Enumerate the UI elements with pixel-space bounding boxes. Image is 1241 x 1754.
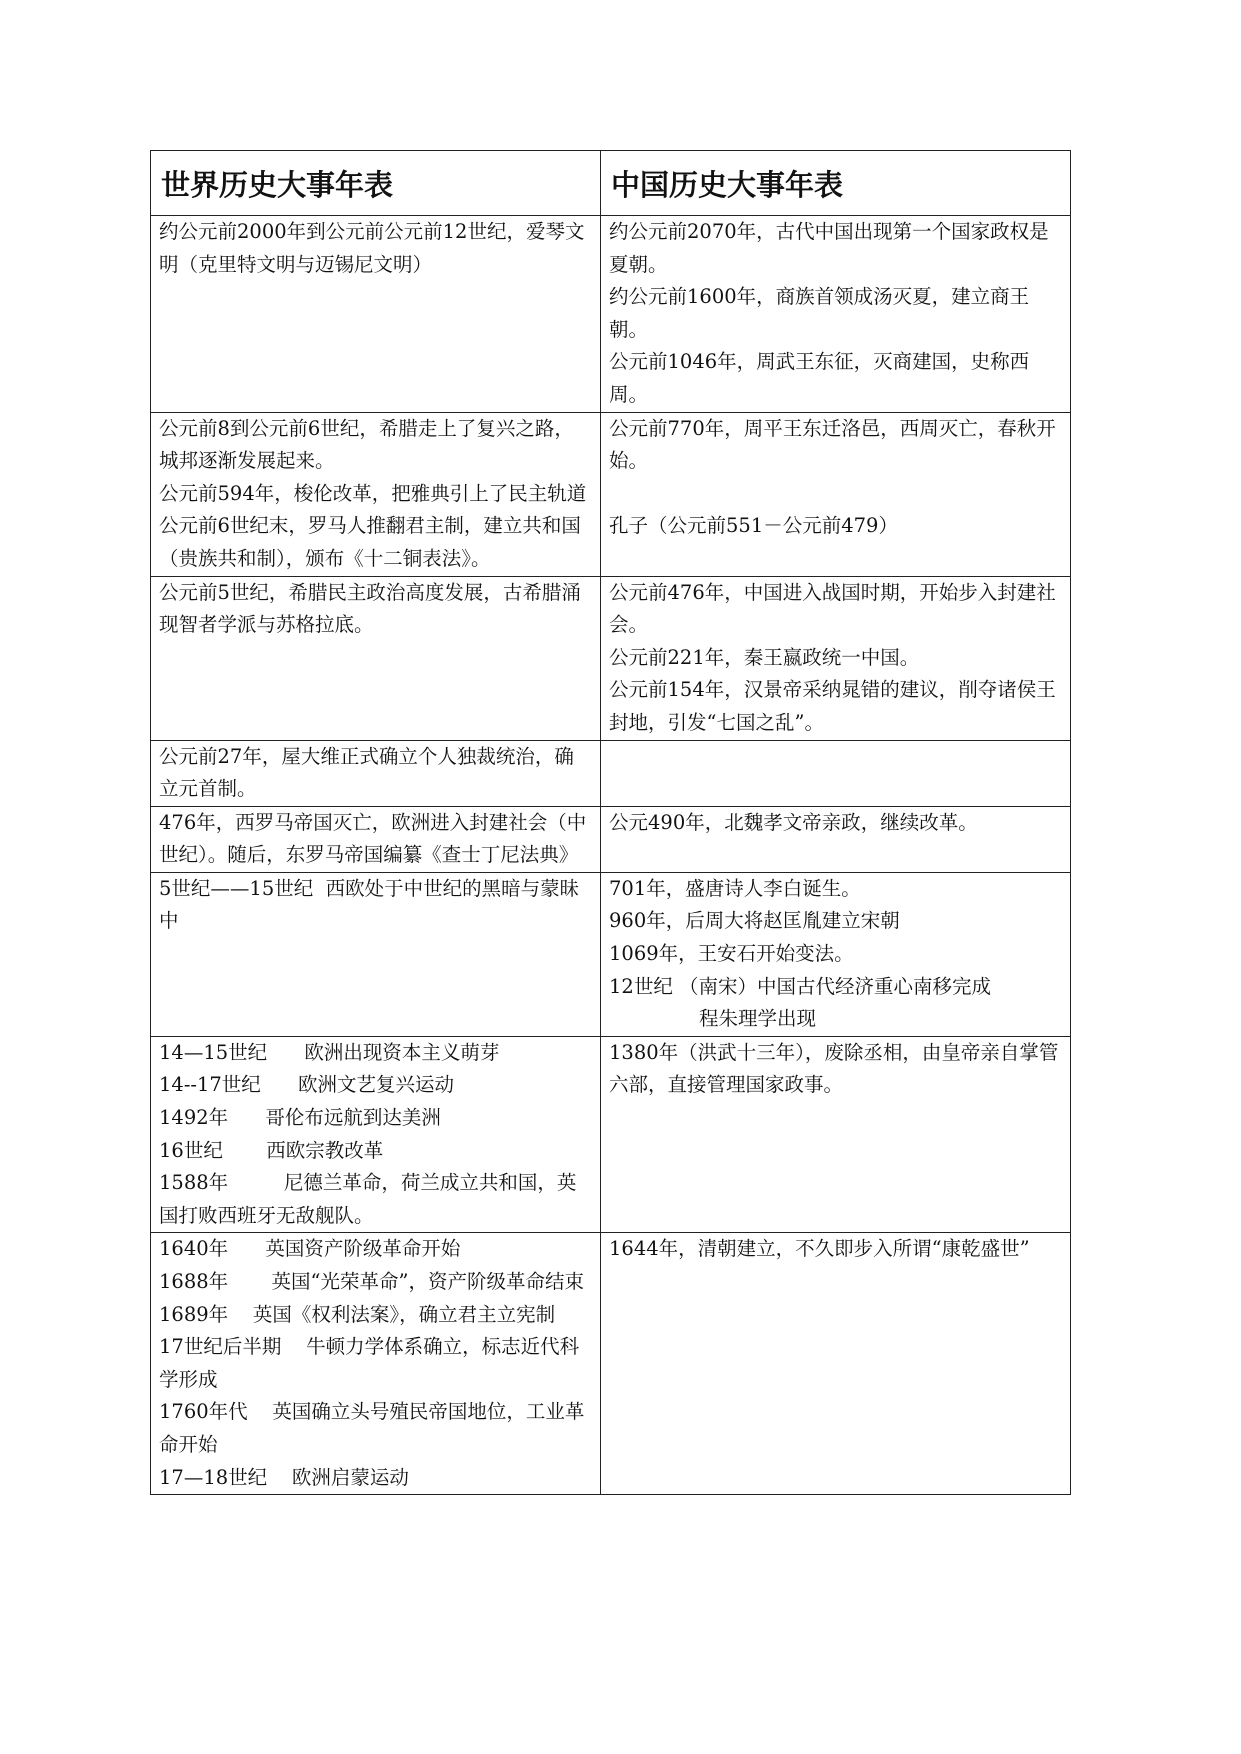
timeline-table xyxy=(150,150,1071,1495)
table-row xyxy=(151,216,1071,413)
world-event: 公元前8到公元前6世纪，希腊走上了复兴之路，城邦逐渐发展起来。 xyxy=(159,416,574,473)
china-cell xyxy=(601,216,1071,413)
table-row xyxy=(151,576,1071,740)
china-event: 程朱理学出现 xyxy=(699,1007,817,1031)
china-event: 公元前476年，中国进入战国时期，开始步入封建社会。 xyxy=(609,580,1056,637)
world-event: 公元前27年，屋大维正式确立个人独裁统治，确立元首制。 xyxy=(159,744,574,801)
world-event: 14—15世纪 欧洲出现资本主义萌芽 xyxy=(159,1040,500,1064)
world-cell xyxy=(151,412,601,576)
table-row xyxy=(151,806,1071,872)
china-event: 公元前1046年，周武王东征，灭商建国，史称西周。 xyxy=(609,350,1030,406)
china-event: 公元490年，北魏孝文帝亲政，继续改革。 xyxy=(609,810,978,834)
world-cell xyxy=(151,740,601,806)
world-event: 14--17世纪 欧洲文艺复兴运动 xyxy=(159,1073,454,1097)
header-row xyxy=(151,151,1071,216)
china-event: 约公元前2070年，古代中国出现第一个国家政权是夏朝。 xyxy=(609,220,1049,276)
table-row xyxy=(151,1036,1071,1233)
world-cell xyxy=(151,1233,601,1495)
china-cell xyxy=(601,1233,1071,1495)
table-row xyxy=(151,740,1071,806)
world-event: 1640年 英国资产阶级革命开始 xyxy=(159,1237,461,1261)
timeline-document xyxy=(150,150,1070,1495)
china-cell xyxy=(601,412,1071,576)
world-event: 17—18世纪 欧洲启蒙运动 xyxy=(159,1465,409,1489)
world-cell xyxy=(151,872,601,1036)
table-row xyxy=(151,872,1071,1036)
china-event: 约公元前1600年，商族首领成汤灭夏，建立商王朝。 xyxy=(609,285,1030,341)
world-cell xyxy=(151,1036,601,1233)
china-cell xyxy=(601,872,1071,1036)
world-event: 476年，西罗马帝国灭亡，欧洲进入封建社会（中世纪）。随后，东罗马帝国编纂《查士丁尼法典》 xyxy=(159,810,587,867)
china-event: 孔子（公元前551－公元前479） xyxy=(609,514,898,538)
table-row xyxy=(151,1233,1071,1495)
china-event: 公元前221年，秦王嬴政统一中国。 xyxy=(609,645,920,669)
world-cell xyxy=(151,576,601,740)
china-event: 701年，盛唐诗人李白诞生。 xyxy=(609,876,861,900)
world-cell xyxy=(151,806,601,872)
world-event: 1492年 哥伦布远航到达美洲 xyxy=(159,1106,441,1130)
world-event: 1760年代 英国确立头号殖民帝国地位，工业革命开始 xyxy=(159,1400,585,1456)
world-event: 1689年 英国《权利法案》，确立君主立宪制 xyxy=(159,1302,556,1326)
world-event: 5世纪——15世纪 西欧处于中世纪的黑暗与蒙昧中 xyxy=(159,876,580,933)
blank-line xyxy=(609,478,1062,511)
world-event: 1688年 英国“光荣革命”，资产阶级革命结束 xyxy=(159,1270,584,1293)
china-cell xyxy=(601,740,1071,806)
china-event: 1644年，清朝建立，不久即步入所谓“康乾盛世” xyxy=(609,1237,1030,1261)
china-event: 960年，后周大将赵匡胤建立宋朝 xyxy=(609,909,900,933)
china-cell xyxy=(601,576,1071,740)
china-history-header: 中国历史大事年表 xyxy=(601,151,1071,216)
world-event: 约公元前2000年到公元前公元前12世纪，爱琴文明（克里特文明与迈锡尼文明） xyxy=(159,220,585,276)
world-cell xyxy=(151,216,601,413)
china-event: 12世纪 （南宋）中国古代经济重心南移完成 xyxy=(609,974,992,998)
china-event: 1380年（洪武十三年），废除丞相，由皇帝亲自掌管六部，直接管理国家政事。 xyxy=(609,1040,1059,1097)
world-event: 16世纪 西欧宗教改革 xyxy=(159,1138,384,1162)
world-event: 1588年 尼德兰革命，荷兰成立共和国，英国打败西班牙无敌舰队。 xyxy=(159,1171,577,1227)
china-cell xyxy=(601,1036,1071,1233)
china-event: 1069年，王安石开始变法。 xyxy=(609,942,854,966)
world-event: 公元前594年，梭伦改革，把雅典引上了民主轨道 xyxy=(159,481,587,505)
world-history-header: 世界历史大事年表 xyxy=(151,151,601,216)
world-event: 17世纪后半期 牛顿力学体系确立，标志近代科学形成 xyxy=(159,1335,580,1391)
world-event: 公元前6世纪末，罗马人推翻君主制，建立共和国（贵族共和制），颁布《十二铜表法》。 xyxy=(159,514,581,570)
world-event: 公元前5世纪，希腊民主政治高度发展，古希腊涌现智者学派与苏格拉底。 xyxy=(159,580,581,637)
china-event: 公元前154年，汉景帝采纳晁错的建议，削夺诸侯王封地，引发“七国之乱”。 xyxy=(609,678,1056,734)
china-event: 公元前770年，周平王东迁洛邑，西周灭亡，春秋开始。 xyxy=(609,416,1056,473)
table-row xyxy=(151,412,1071,576)
china-cell xyxy=(601,806,1071,872)
